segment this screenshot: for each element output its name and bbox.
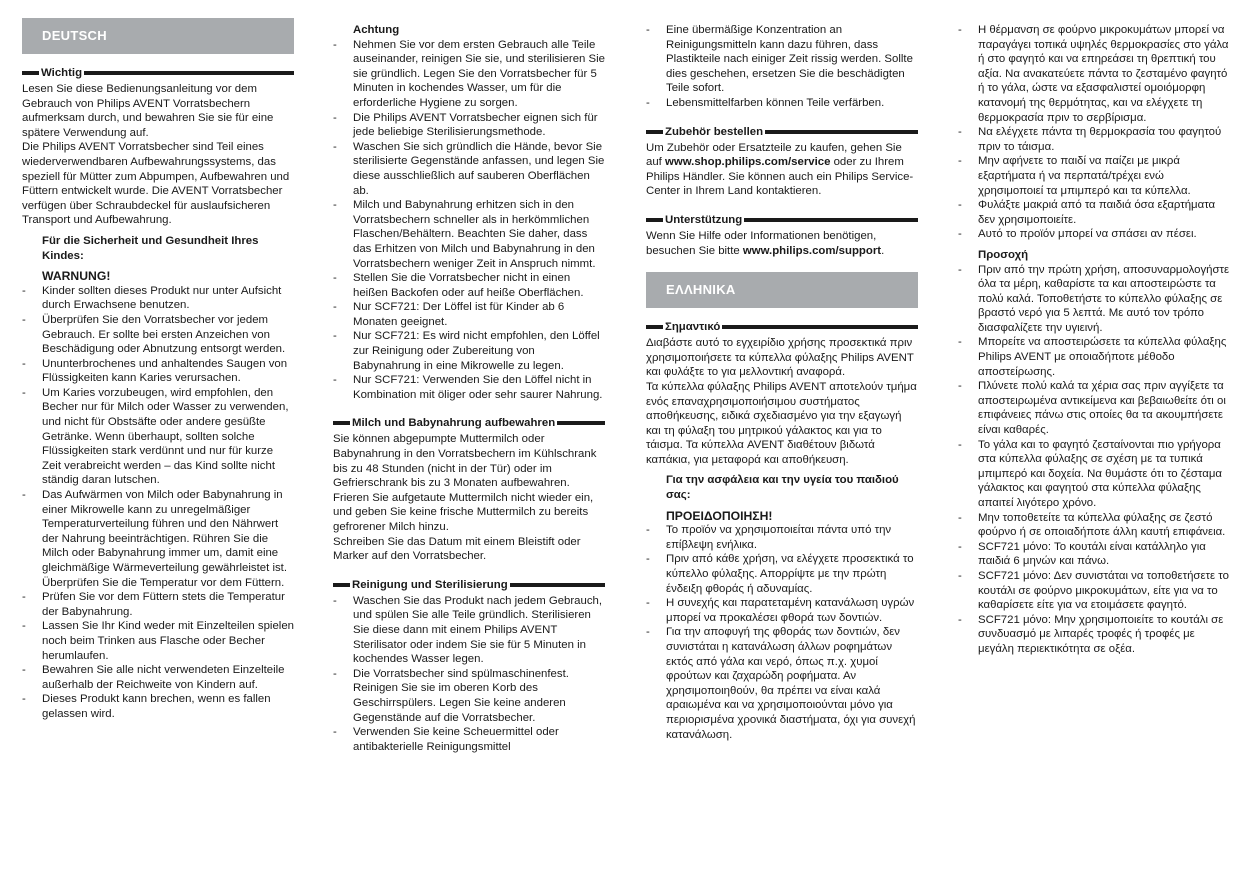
accessories-paragraph: Um Zubehör oder Ersatzteile zu kaufen, gehen Sie auf www.shop.philips.com/service oder zu Ihrem Philips Händler. Sie können auch ein Philips Service-Center in Ihrem Land kontaktieren. (646, 141, 914, 198)
list-item: - Nehmen Sie vor dem ersten Gebrauch alle Teile auseinander, reinigen Sie sie, und sterilisieren Sie sie gründlich. Legen Sie den Vorratsbecher für 5 Minuten in kochendes Wasser, um für die erforderliche Hygiene zu sorgen. (333, 38, 605, 111)
list-item: - Nur SCF721: Verwenden Sie den Löffel nicht in Kombination mit öliger oder sehr saurer Nahrung. (333, 373, 605, 402)
list-item: - Πριν από την πρώτη χρήση, αποσυναρμολογήστε όλα τα μέρη, καθαρίστε τα και αποστειρώστε τα πολύ καλά. Τοποθετήστε το κύπελλο φύλαξης σε βραστό νερό για 5 λεπτά. Με αυτό τον τρόπο διασφαλίζετε την υγιεινή. (958, 263, 1230, 336)
column-3 (646, 18, 918, 742)
list-item: - Μπορείτε να αποστειρώσετε τα κύπελλα φύλαξης Philips AVENT με οποιαδήποτε μέθοδο αποστείρωσης. (958, 335, 1230, 379)
list-item: - Nur SCF721: Der Löffel ist für Kinder ab 6 Monaten geeignet. (333, 300, 605, 329)
list-item: - Stellen Sie die Vorratsbecher nicht in einen heißen Backofen oder auf heiße Oberflächen. (333, 271, 605, 300)
column-2 (333, 18, 605, 754)
list-item: - Πριν από κάθε χρήση, να ελέγχετε προσεκτικά το κύπελλο φύλαξης. Απορρίψτε με την πρώτη ένδειξη φθοράς ή αδυναμίας. (646, 552, 918, 596)
section-head-accessories (646, 125, 918, 139)
section-head-support (646, 213, 918, 227)
intro-paragraph: Die Philips AVENT Vorratsbecher sind Teil eines wiederverwendbaren Aufbewahrungssystems, das speziell für Mütter zum Abpumpen, Aufbewahren und Füttern entwickelt wurde. Die AVENT Vorratsbecher verfügen über Schraubdeckel für auslaufsicheren Transport und Aufbewahrung. (22, 141, 290, 227)
list-item: - Dieses Produkt kann brechen, wenn es fallen gelassen wird. (22, 692, 294, 721)
section-title: Wichtig (41, 67, 83, 79)
list-item: - Να ελέγχετε πάντα τη θερμοκρασία του φαγητού πριν το τάισμα. (958, 125, 1230, 154)
warning-list (646, 523, 918, 742)
safety-heading: Für die Sicherheit und Gesundheit Ihres Kindes: (42, 234, 259, 262)
section-head-important (646, 320, 918, 334)
section-title: Σημαντικό (665, 321, 721, 334)
list-item: - Nur SCF721: Es wird nicht empfohlen, den Löffel zur Reinigung oder Zubereitung von Babynahrung in eine Mikrowelle zu legen. (333, 329, 605, 373)
list-item: - SCF721 μόνο: Το κουτάλι είναι κατάλληλο για παιδιά 6 μηνών και πάνω. (958, 540, 1230, 569)
list-item: - Μην τοποθετείτε τα κύπελλα φύλαξης σε ζεστό φούρνο ή σε οποιαδήποτε άλλη καυτή επιφάνεια. (958, 511, 1230, 540)
list-item: - Um Karies vorzubeugen, wird empfohlen, den Becher nur für Milch oder Wasser zu verwenden, und nicht für Obstsäfte oder andere gesüßte Getränke. Wenn überhaupt, sollten solche Flüssigkeiten stark verdünnt und nur für kurze Zeit verabreicht werden – das Kind sollte nicht ständig daran lutschen. (22, 386, 294, 488)
intro-paragraph: Διαβάστε αυτό το εγχειρίδιο χρήσης προσεκτικά πριν χρησιμοποιήσετε τα κύπελλα φύλαξης Philips AVENT και φυλάξτε το για μελλοντική αναφορά. (646, 337, 914, 379)
list-item: - Eine übermäßige Konzentration an Reinigungsmitteln kann dazu führen, dass Plastikteile nach einiger Zeit rissig werden. Sollte dies geschehen, ersetzen Sie die beschädigten Teile sofort. (646, 23, 918, 96)
shop-link[interactable]: www.shop.philips.com/service (665, 156, 831, 169)
support-link[interactable]: www.philips.com/support (742, 244, 882, 257)
caution-list (958, 263, 1230, 657)
cleaning-list (333, 594, 605, 755)
cleaning-list-continued (646, 23, 918, 111)
list-item: - Το προϊόν να χρησιμοποιείται πάντα υπό την επίβλεψη ενήλικα. (646, 523, 918, 552)
warning-heading: ΠΡΟΕΙΔΟΠΟΙΗΣΗ! (666, 508, 773, 523)
intro-paragraph: Τα κύπελλα φύλαξης Philips AVENT αποτελούν τμήμα ενός επαναχρησιμοποιήσιμου συστήματος αποθήκευσης, ειδικά σχεδιασμένο για την εξαγωγή και τη φύλαξη του μητρικού γάλακτος και για το τάισμα. Τα κύπελλα AVENT διαθέτουν βιδωτά καπάκια, για μεταφορά και αποθήκευση. (646, 380, 917, 466)
list-item: - Prüfen Sie vor dem Füttern stets die Temperatur der Babynahrung. (22, 590, 294, 619)
list-item: - SCF721 μόνο: Δεν συνιστάται να τοποθετήσετε το κουτάλι σε φούρνο μικροκυμάτων, είτε για να το καθαρίσετε είτε για να ετοιμάσετε φαγητό. (958, 569, 1230, 613)
section-title: Reinigung und Sterilisierung (352, 578, 508, 591)
list-item: - Η συνεχής και παρατεταμένη κατανάλωση υγρών μπορεί να προκαλέσει φθορά των δοντιών. (646, 596, 918, 625)
list-item: - Milch und Babynahrung erhitzen sich in den Vorratsbechern schneller als in herkömmlichen Flaschen/Behältern. Beachten Sie daher, dass das Erhitzen von Milch und Babynahrung in den Vorratsbechern weniger Zeit in Anspruch nimmt. (333, 198, 605, 271)
list-item: - Das Aufwärmen von Milch oder Babynahrung in einer Mikrowelle kann zu unregelmäßiger Temperaturverteilung führen und den Nährwert der Nahrung beeinträchtigen. Rühren Sie die Milch oder Babynahrung immer um, damit eine gleichmäßige Wärmeverteilung gewährleistet ist. Überprüfen Sie die Temperatur vor dem Füttern. (22, 488, 294, 590)
section-head-cleaning (333, 578, 605, 592)
list-item: - Die Vorratsbecher sind spülmaschinenfest. Reinigen Sie sie im oberen Korb des Geschirrspülers. Legen Sie keine anderen Gegenstände auf die Vorratsbecher. (333, 667, 605, 725)
achtung-heading: Achtung (353, 24, 400, 36)
safety-heading: Για την ασφάλεια και την υγεία του παιδιού σας: (666, 474, 899, 502)
column-4 (958, 18, 1230, 657)
section-head-storage (333, 416, 605, 430)
warning-list (22, 284, 294, 722)
list-item: - Lebensmittelfarben können Teile verfärben. (646, 96, 918, 111)
warning-list-continued (958, 23, 1230, 242)
language-header-de: DEUTSCH (22, 18, 294, 54)
list-item: - Πλύνετε πολύ καλά τα χέρια σας πριν αγγίξετε τα αποστειρωμένα αντικείμενα και βεβαιωθείτε ότι οι επιφάνειες πάνω στις οποίες θα τα ακουμπήσετε είναι καθαρές. (958, 379, 1230, 437)
list-item: - Bewahren Sie alle nicht verwendeten Einzelteile außerhalb der Reichweite von Kindern auf. (22, 663, 294, 692)
language-header-el: ΕΛΛΗΝΙΚΑ (646, 272, 918, 308)
list-item: - Überprüfen Sie den Vorratsbecher vor jedem Gebrauch. Er sollte bei ersten Anzeichen von Beschädigung oder Abnutzung entsorgt werden. (22, 313, 294, 357)
list-item: - Ununterbrochenes und anhaltendes Saugen von Flüssigkeiten kann Karies verursachen. (22, 357, 294, 386)
storage-paragraph: Sie können abgepumpte Muttermilch oder Babynahrung in den Vorratsbechern im Kühlschrank bis zu 48 Stunden (nicht in der Tür) oder im Gefrierschrank bis zu 3 Monaten aufbewahren. Frieren Sie aufgetaute Muttermilch nicht wieder ein, und geben Sie keine frische Muttermilch zu bereits gefrorener Milch hinzu. (333, 433, 597, 533)
column-1 (22, 18, 294, 722)
storage-paragraph: Schreiben Sie das Datum mit einem Bleistift oder Marker auf den Vorratsbecher. (333, 535, 581, 563)
list-item: - Die Philips AVENT Vorratsbecher eignen sich für jede beliebige Sterilisierungsmethode. (333, 111, 605, 140)
list-item: - Waschen Sie sich gründlich die Hände, bevor Sie sterilisierte Gegenstände anfassen, und legen Sie diese ausschließlich auf sauberen Oberflächen ab. (333, 140, 605, 198)
list-item: - Lassen Sie Ihr Kind weder mit Einzelteilen spielen noch beim Trinken aus Flasche oder Becher herumlaufen. (22, 619, 294, 663)
list-item: - Μην αφήνετε το παιδί να παίζει με μικρά εξαρτήματα ή να περπατά/τρέχει ενώ χρησιμοποιεί τα μπιμπερό και τα κύπελλα. (958, 154, 1230, 198)
warning-heading: WARNUNG! (42, 269, 111, 284)
list-item: - Το γάλα και το φαγητό ζεσταίνονται πιο γρήγορα στα κύπελλα φύλαξης σε σχέση με τα τυπικά μπιμπερό και δοχεία. Να θυμάστε ότι το ζέσταμα γάλακτος και φαγητού στα κύπελλα φύλαξης απαιτεί λιγότερο χρόνο. (958, 438, 1230, 511)
list-item: - SCF721 μόνο: Μην χρησιμοποιείτε το κουτάλι σε συνδυασμό με λιπαρές τροφές ή τροφές με μεγάλη περιεκτικότητα σε οξέα. (958, 613, 1230, 657)
caution-heading: Προσοχή (978, 248, 1029, 261)
list-item: - Για την αποφυγή της φθοράς των δοντιών, δεν συνιστάται η κατανάλωση άλλων ροφημάτων εκτός από γάλα και νερό, όπως π.χ. χυμοί φρούτων και ζαχαρώδη ροφήματα. Αν χρησιμοποιηθούν, θα πρέπει να είναι καλά αραιωμένα και να χρησιμοποιούνται μόνο για περιορισμένα χρονικά διαστήματα, όχι για συνεχή κατανάλωση. (646, 625, 918, 742)
list-item: - Η θέρμανση σε φούρνο μικροκυμάτων μπορεί να παραγάγει τοπικά υψηλές θερμοκρασίες στο γάλα ή στο φαγητό και να επηρεάσει τη θρεπτική του αξία. Να ανακατεύετε πάντα το ζεσταμένο φαγητό ή το γάλα, ώστε να εξασφαλιστεί ομοιόμορφη κατανομή της θερμότητας, και να ελέγχετε τη θερμοκρασία πριν το σερβίρισμα. (958, 23, 1230, 125)
list-item: - Verwenden Sie keine Scheuermittel oder antibakterielle Reinigungsmittel (333, 725, 605, 754)
intro-paragraph: Lesen Sie diese Bedienungsanleitung vor dem Gebrauch von Philips AVENT Vorratsbechern aufmerksam durch, und bewahren Sie sie für eine spätere Verwendung auf. (22, 83, 274, 139)
list-item: - Αυτό το προϊόν μπορεί να σπάσει αν πέσει. (958, 227, 1230, 242)
section-title: Zubehör bestellen (665, 125, 764, 138)
section-head-wichtig (22, 66, 294, 80)
list-item: - Kinder sollten dieses Produkt nur unter Aufsicht durch Erwachsene benutzen. (22, 284, 294, 313)
section-title: Unterstützung (665, 213, 743, 226)
list-item: - Waschen Sie das Produkt nach jedem Gebrauch, und spülen Sie alle Teile gründlich. Sterilisieren Sie diese dann mit einem Philips AVENT Sterilisator oder indem Sie sie für 5 Minuten in kochendes Wasser legen. (333, 594, 605, 667)
section-title: Milch und Babynahrung aufbewahren (352, 417, 556, 430)
achtung-list (333, 38, 605, 403)
list-item: - Φυλάξτε μακριά από τα παιδιά όσα εξαρτήματα δεν χρησιμοποιείτε. (958, 198, 1230, 227)
support-paragraph: Wenn Sie Hilfe oder Informationen benötigen, besuchen Sie bitte www.philips.com/support. (646, 229, 885, 257)
